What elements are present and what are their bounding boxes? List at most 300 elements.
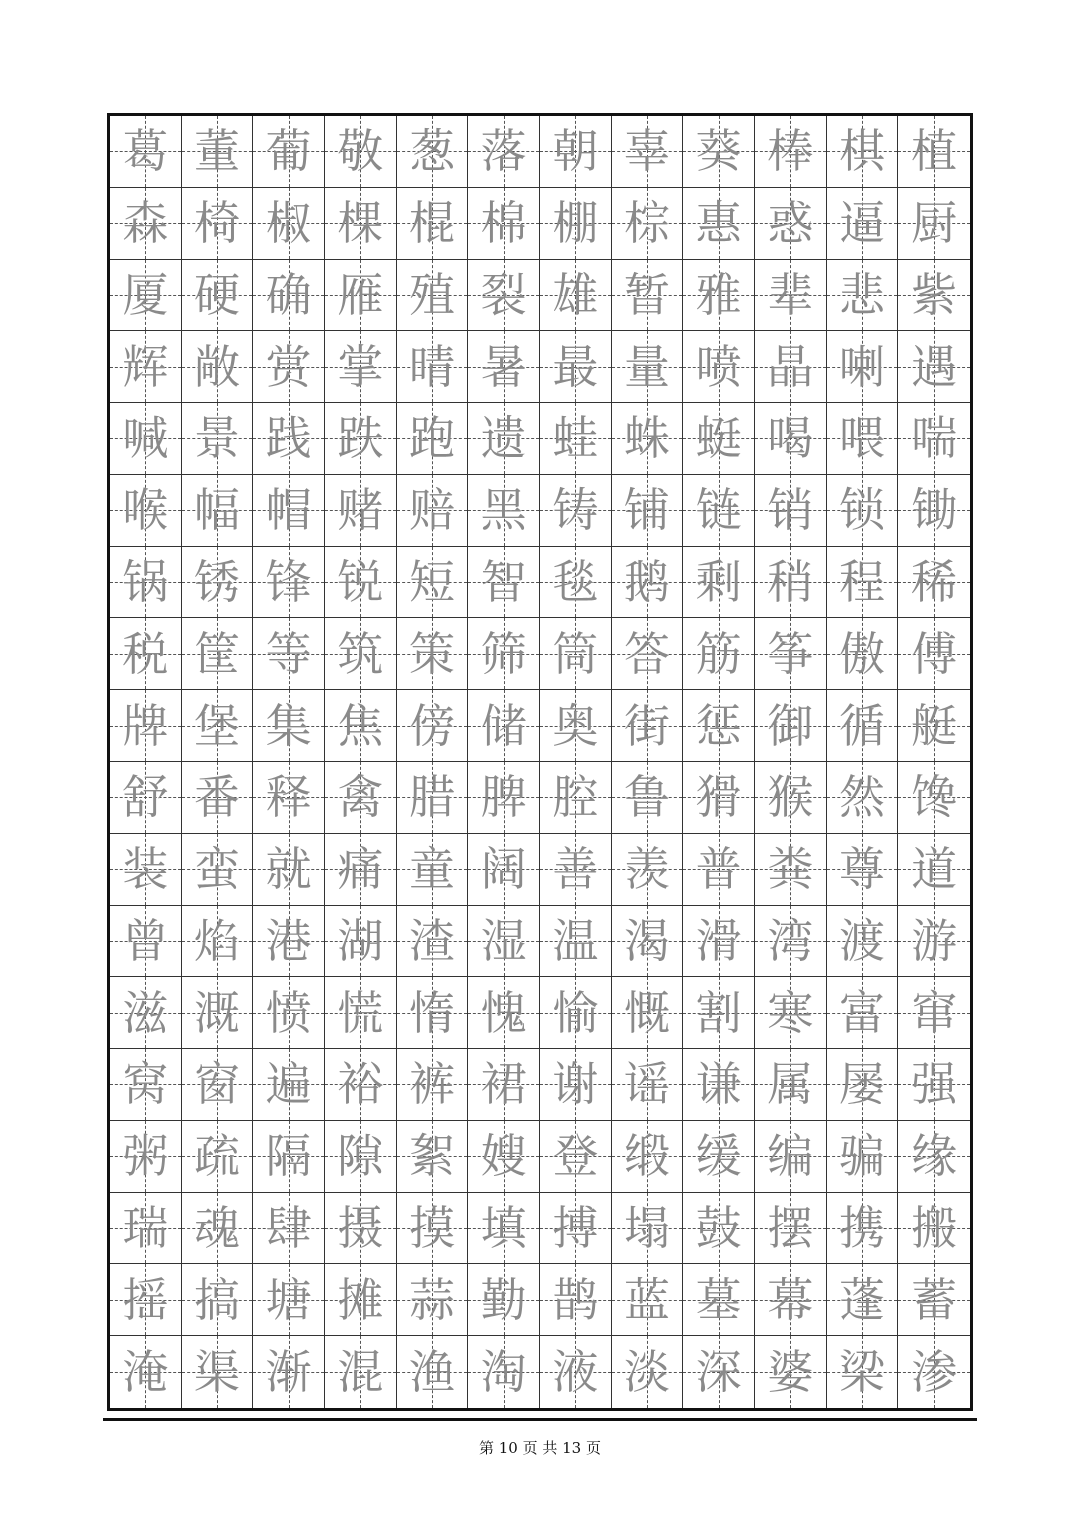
- practice-character: 确: [265, 267, 312, 322]
- practice-character: 集: [265, 698, 312, 753]
- practice-character: 湿: [480, 913, 527, 968]
- practice-character: 疏: [193, 1129, 240, 1184]
- practice-character: 魂: [193, 1201, 240, 1256]
- grid-cell: [683, 762, 755, 834]
- practice-character: 景: [193, 411, 240, 466]
- practice-character: 摄: [337, 1201, 384, 1256]
- grid-cell: [325, 260, 397, 332]
- grid-cell: [540, 1049, 612, 1121]
- grid-cell: [683, 403, 755, 475]
- grid-cell: [253, 618, 325, 690]
- grid-cell: [325, 475, 397, 547]
- grid-cell: [540, 1193, 612, 1265]
- practice-character: 溉: [193, 985, 240, 1040]
- grid-cell: [397, 1121, 469, 1193]
- practice-character: 番: [193, 770, 240, 825]
- grid-cell: [110, 1193, 182, 1265]
- practice-character: 腔: [552, 770, 599, 825]
- practice-character: 厨: [911, 196, 958, 251]
- grid-cell: [540, 1121, 612, 1193]
- practice-character: 窜: [911, 985, 958, 1040]
- grid-cell: [110, 260, 182, 332]
- practice-character: 鹊: [552, 1272, 599, 1327]
- grid-cell: [755, 1049, 827, 1121]
- grid-cell: [755, 116, 827, 188]
- grid-cell: [683, 260, 755, 332]
- grid-cell: [755, 403, 827, 475]
- practice-character: 筐: [193, 626, 240, 681]
- grid-cell: [827, 1121, 899, 1193]
- grid-cell: [110, 403, 182, 475]
- practice-character: 喂: [838, 411, 885, 466]
- practice-character: 葛: [122, 124, 169, 179]
- practice-character: 锁: [838, 483, 885, 538]
- grid-cell: [182, 331, 254, 403]
- grid-cell: [898, 475, 970, 547]
- practice-character: 遍: [265, 1057, 312, 1112]
- practice-character: 禽: [337, 770, 384, 825]
- grid-cell: [468, 331, 540, 403]
- grid-cell: [898, 762, 970, 834]
- practice-character: 焰: [193, 913, 240, 968]
- practice-character: 厦: [122, 267, 169, 322]
- grid-cell: [755, 188, 827, 260]
- practice-character: 馋: [911, 770, 958, 825]
- grid-cell: [325, 1121, 397, 1193]
- grid-cell: [182, 1336, 254, 1408]
- grid-cell: [110, 331, 182, 403]
- practice-character: 棍: [408, 196, 455, 251]
- grid-cell: [468, 403, 540, 475]
- grid-cell: [182, 618, 254, 690]
- grid-cell: [612, 331, 684, 403]
- grid-cell: [827, 331, 899, 403]
- grid-cell: [110, 547, 182, 619]
- grid-cell: [683, 188, 755, 260]
- grid-cell: [898, 690, 970, 762]
- practice-character: 缘: [911, 1129, 958, 1184]
- grid-cell: [468, 1121, 540, 1193]
- practice-character: 鼓: [695, 1201, 742, 1256]
- practice-character: 鲁: [623, 770, 670, 825]
- practice-character: 墓: [695, 1272, 742, 1327]
- practice-character: 答: [623, 626, 670, 681]
- practice-character: 税: [122, 626, 169, 681]
- practice-character: 痛: [337, 842, 384, 897]
- grid-cell: [397, 690, 469, 762]
- grid-cell: [612, 1049, 684, 1121]
- grid-cell: [612, 1193, 684, 1265]
- practice-character: 粪: [767, 842, 814, 897]
- grid-cell: [540, 116, 612, 188]
- grid-cell: [827, 547, 899, 619]
- practice-character: 量: [623, 339, 670, 394]
- practice-character: 温: [552, 913, 599, 968]
- grid-cell: [182, 690, 254, 762]
- practice-character: 暑: [480, 339, 527, 394]
- practice-character: 缎: [623, 1129, 670, 1184]
- grid-cell: [253, 547, 325, 619]
- practice-character: 喇: [838, 339, 885, 394]
- practice-character: 遗: [480, 411, 527, 466]
- grid-cell: [468, 1264, 540, 1336]
- practice-character: 搏: [552, 1201, 599, 1256]
- practice-character: 雅: [695, 267, 742, 322]
- grid-cell: [540, 403, 612, 475]
- grid-cell: [253, 116, 325, 188]
- grid-cell: [182, 762, 254, 834]
- grid-cell: [755, 1121, 827, 1193]
- grid-cell: [182, 260, 254, 332]
- practice-character: 遇: [911, 339, 958, 394]
- grid-cell: [182, 1049, 254, 1121]
- grid-cell: [182, 475, 254, 547]
- grid-cell: [397, 331, 469, 403]
- practice-character: 雁: [337, 267, 384, 322]
- practice-character: 剩: [695, 555, 742, 610]
- practice-character: 赌: [337, 483, 384, 538]
- practice-character: 御: [767, 698, 814, 753]
- grid-cell: [898, 1264, 970, 1336]
- practice-character: 愉: [552, 985, 599, 1040]
- grid-cell: [397, 260, 469, 332]
- grid-cell: [827, 762, 899, 834]
- grid-cell: [683, 906, 755, 978]
- grid-cell: [612, 690, 684, 762]
- practice-character: 蛮: [193, 842, 240, 897]
- grid-cell: [110, 690, 182, 762]
- practice-character: 智: [480, 555, 527, 610]
- practice-character: 辈: [767, 267, 814, 322]
- practice-character: 毯: [552, 555, 599, 610]
- grid-cell: [325, 1049, 397, 1121]
- practice-character: 渴: [623, 913, 670, 968]
- practice-character: 践: [265, 411, 312, 466]
- practice-character: 紫: [911, 267, 958, 322]
- grid-cell: [253, 762, 325, 834]
- grid-cell: [253, 1336, 325, 1408]
- grid-cell: [325, 1193, 397, 1265]
- practice-character: 摊: [337, 1272, 384, 1327]
- practice-character: 筋: [695, 626, 742, 681]
- practice-character: 焦: [337, 698, 384, 753]
- practice-character: 惩: [695, 698, 742, 753]
- grid-cell: [325, 618, 397, 690]
- practice-character: 锐: [337, 555, 384, 610]
- grid-cell: [683, 1121, 755, 1193]
- practice-character: 植: [911, 124, 958, 179]
- grid-cell: [182, 906, 254, 978]
- practice-character: 喷: [695, 339, 742, 394]
- grid-cell: [827, 906, 899, 978]
- practice-character: 筑: [337, 626, 384, 681]
- practice-character: 隙: [337, 1129, 384, 1184]
- grid-cell: [683, 690, 755, 762]
- grid-cell: [612, 618, 684, 690]
- grid-cell: [397, 1264, 469, 1336]
- grid-cell: [325, 547, 397, 619]
- grid-cell: [253, 331, 325, 403]
- grid-cell: [827, 403, 899, 475]
- grid-cell: [755, 977, 827, 1049]
- grid-cell: [755, 834, 827, 906]
- grid-cell: [540, 547, 612, 619]
- grid-cell: [468, 762, 540, 834]
- practice-character: 逼: [838, 196, 885, 251]
- practice-character: 等: [265, 626, 312, 681]
- grid-cell: [325, 834, 397, 906]
- grid-cell: [110, 1264, 182, 1336]
- practice-character: 裤: [408, 1057, 455, 1112]
- grid-cell: [397, 762, 469, 834]
- grid-cell: [898, 1336, 970, 1408]
- grid-cell: [612, 977, 684, 1049]
- grid-cell: [898, 977, 970, 1049]
- practice-character: 道: [911, 842, 958, 897]
- grid-cell: [397, 547, 469, 619]
- practice-character: 蓝: [623, 1272, 670, 1327]
- grid-cell: [325, 762, 397, 834]
- grid-cell: [182, 116, 254, 188]
- practice-character: 猾: [695, 770, 742, 825]
- grid-cell: [612, 1336, 684, 1408]
- grid-cell: [397, 906, 469, 978]
- practice-character: 编: [767, 1129, 814, 1184]
- practice-character: 勤: [480, 1272, 527, 1327]
- practice-character: 棕: [623, 196, 670, 251]
- grid-cell: [612, 762, 684, 834]
- grid-cell: [540, 331, 612, 403]
- practice-character: 缓: [695, 1129, 742, 1184]
- practice-character: 策: [408, 626, 455, 681]
- grid-cell: [110, 762, 182, 834]
- practice-character: 跌: [337, 411, 384, 466]
- practice-character: 舒: [122, 770, 169, 825]
- practice-character: 锋: [265, 555, 312, 610]
- practice-character: 液: [552, 1345, 599, 1400]
- practice-character: 游: [911, 913, 958, 968]
- grid-cell: [110, 1336, 182, 1408]
- grid-cell: [755, 1193, 827, 1265]
- grid-cell: [397, 403, 469, 475]
- practice-character: 稀: [911, 555, 958, 610]
- practice-character: 筝: [767, 626, 814, 681]
- practice-character: 锈: [193, 555, 240, 610]
- practice-character: 粥: [122, 1129, 169, 1184]
- grid-cell: [755, 906, 827, 978]
- grid-cell: [755, 475, 827, 547]
- grid-cell: [325, 690, 397, 762]
- grid-cell: [468, 1193, 540, 1265]
- practice-character: 渡: [838, 913, 885, 968]
- grid-cell: [253, 1121, 325, 1193]
- practice-character: 辜: [623, 124, 670, 179]
- practice-character: 瑞: [122, 1201, 169, 1256]
- grid-cell: [182, 834, 254, 906]
- practice-character: 辉: [122, 339, 169, 394]
- grid-cell: [253, 475, 325, 547]
- grid-cell: [397, 475, 469, 547]
- practice-character: 棚: [552, 196, 599, 251]
- grid-cell: [110, 977, 182, 1049]
- practice-character: 铺: [623, 483, 670, 538]
- practice-character: 最: [552, 339, 599, 394]
- practice-character: 艇: [911, 698, 958, 753]
- grid-cell: [325, 403, 397, 475]
- practice-character: 晴: [408, 339, 455, 394]
- grid-cell: [898, 260, 970, 332]
- practice-character: 鹅: [623, 555, 670, 610]
- practice-character: 滑: [695, 913, 742, 968]
- grid-cell: [110, 116, 182, 188]
- practice-character: 悲: [838, 267, 885, 322]
- practice-character: 惰: [408, 985, 455, 1040]
- practice-character: 善: [552, 842, 599, 897]
- practice-character: 程: [838, 555, 885, 610]
- practice-character: 然: [838, 770, 885, 825]
- practice-character: 棒: [767, 124, 814, 179]
- grid-cell: [827, 1264, 899, 1336]
- practice-character: 循: [838, 698, 885, 753]
- grid-cell: [253, 260, 325, 332]
- practice-character: 棉: [480, 196, 527, 251]
- practice-character: 慌: [337, 985, 384, 1040]
- practice-character: 暂: [623, 267, 670, 322]
- grid-cell: [540, 977, 612, 1049]
- practice-character: 筒: [552, 626, 599, 681]
- practice-character: 强: [911, 1057, 958, 1112]
- practice-character: 梁: [838, 1345, 885, 1400]
- practice-character: 雄: [552, 267, 599, 322]
- grid-cell: [110, 1121, 182, 1193]
- practice-character: 傍: [408, 698, 455, 753]
- practice-character: 董: [193, 124, 240, 179]
- grid-cell: [755, 260, 827, 332]
- practice-character: 携: [838, 1201, 885, 1256]
- practice-character: 割: [695, 985, 742, 1040]
- practice-character: 蜓: [695, 411, 742, 466]
- grid-cell: [397, 188, 469, 260]
- practice-character: 葵: [695, 124, 742, 179]
- grid-cell: [253, 1193, 325, 1265]
- practice-character: 窝: [122, 1057, 169, 1112]
- grid-cell: [397, 618, 469, 690]
- practice-character: 谣: [623, 1057, 670, 1112]
- grid-cell: [468, 834, 540, 906]
- grid-cell: [612, 475, 684, 547]
- practice-character: 赏: [265, 339, 312, 394]
- grid-cell: [827, 690, 899, 762]
- grid-cell: [540, 762, 612, 834]
- grid-cell: [540, 1264, 612, 1336]
- grid-cell: [898, 906, 970, 978]
- grid-cell: [612, 834, 684, 906]
- grid-cell: [397, 116, 469, 188]
- practice-character: 蓄: [911, 1272, 958, 1327]
- practice-character: 装: [122, 842, 169, 897]
- practice-character: 锅: [122, 555, 169, 610]
- grid-cell: [683, 1049, 755, 1121]
- grid-cell: [898, 1049, 970, 1121]
- grid-cell: [182, 188, 254, 260]
- practice-character: 棋: [838, 124, 885, 179]
- practice-character: 淘: [480, 1345, 527, 1400]
- grid-cell: [898, 1121, 970, 1193]
- grid-cell: [468, 547, 540, 619]
- practice-character: 婆: [767, 1345, 814, 1400]
- grid-cell: [325, 331, 397, 403]
- grid-cell: [612, 188, 684, 260]
- grid-cell: [468, 618, 540, 690]
- practice-character: 渠: [193, 1345, 240, 1400]
- practice-character: 谢: [552, 1057, 599, 1112]
- practice-character: 裂: [480, 267, 527, 322]
- practice-character: 筛: [480, 626, 527, 681]
- grid-cell: [898, 618, 970, 690]
- practice-character: 曾: [122, 913, 169, 968]
- practice-character: 搞: [193, 1272, 240, 1327]
- grid-cell: [898, 547, 970, 619]
- practice-character: 愧: [480, 985, 527, 1040]
- grid-cell: [182, 977, 254, 1049]
- practice-character: 链: [695, 483, 742, 538]
- practice-character: 阔: [480, 842, 527, 897]
- grid-cell: [540, 1336, 612, 1408]
- practice-character: 渣: [408, 913, 455, 968]
- grid-cell: [898, 1193, 970, 1265]
- grid-cell: [182, 547, 254, 619]
- practice-character: 慨: [623, 985, 670, 1040]
- practice-character: 摸: [408, 1201, 455, 1256]
- grid-cell: [612, 906, 684, 978]
- practice-character: 幕: [767, 1272, 814, 1327]
- practice-character: 嫂: [480, 1129, 527, 1184]
- grid-cell: [683, 547, 755, 619]
- practice-character: 童: [408, 842, 455, 897]
- practice-character: 牌: [122, 698, 169, 753]
- grid-cell: [325, 906, 397, 978]
- practice-character: 寒: [767, 985, 814, 1040]
- practice-character: 淡: [623, 1345, 670, 1400]
- practice-character: 蓬: [838, 1272, 885, 1327]
- grid-cell: [683, 331, 755, 403]
- practice-character: 裕: [337, 1057, 384, 1112]
- practice-character: 絮: [408, 1129, 455, 1184]
- grid-cell: [683, 1193, 755, 1265]
- grid-cell: [683, 977, 755, 1049]
- grid-cell: [755, 618, 827, 690]
- practice-character: 销: [767, 483, 814, 538]
- grid-cell: [540, 188, 612, 260]
- practice-character: 港: [265, 913, 312, 968]
- grid-cell: [612, 1264, 684, 1336]
- grid-cell: [612, 1121, 684, 1193]
- grid-cell: [253, 403, 325, 475]
- grid-cell: [468, 116, 540, 188]
- grid-cell: [468, 1336, 540, 1408]
- practice-character: 棵: [337, 196, 384, 251]
- practice-character: 蒜: [408, 1272, 455, 1327]
- grid-cell: [468, 906, 540, 978]
- practice-character: 深: [695, 1345, 742, 1400]
- practice-character: 骗: [838, 1129, 885, 1184]
- grid-cell: [468, 690, 540, 762]
- practice-character: 赔: [408, 483, 455, 538]
- grid-cell: [397, 834, 469, 906]
- practice-character: 谦: [695, 1057, 742, 1112]
- practice-character: 腊: [408, 770, 455, 825]
- grid-cell: [540, 834, 612, 906]
